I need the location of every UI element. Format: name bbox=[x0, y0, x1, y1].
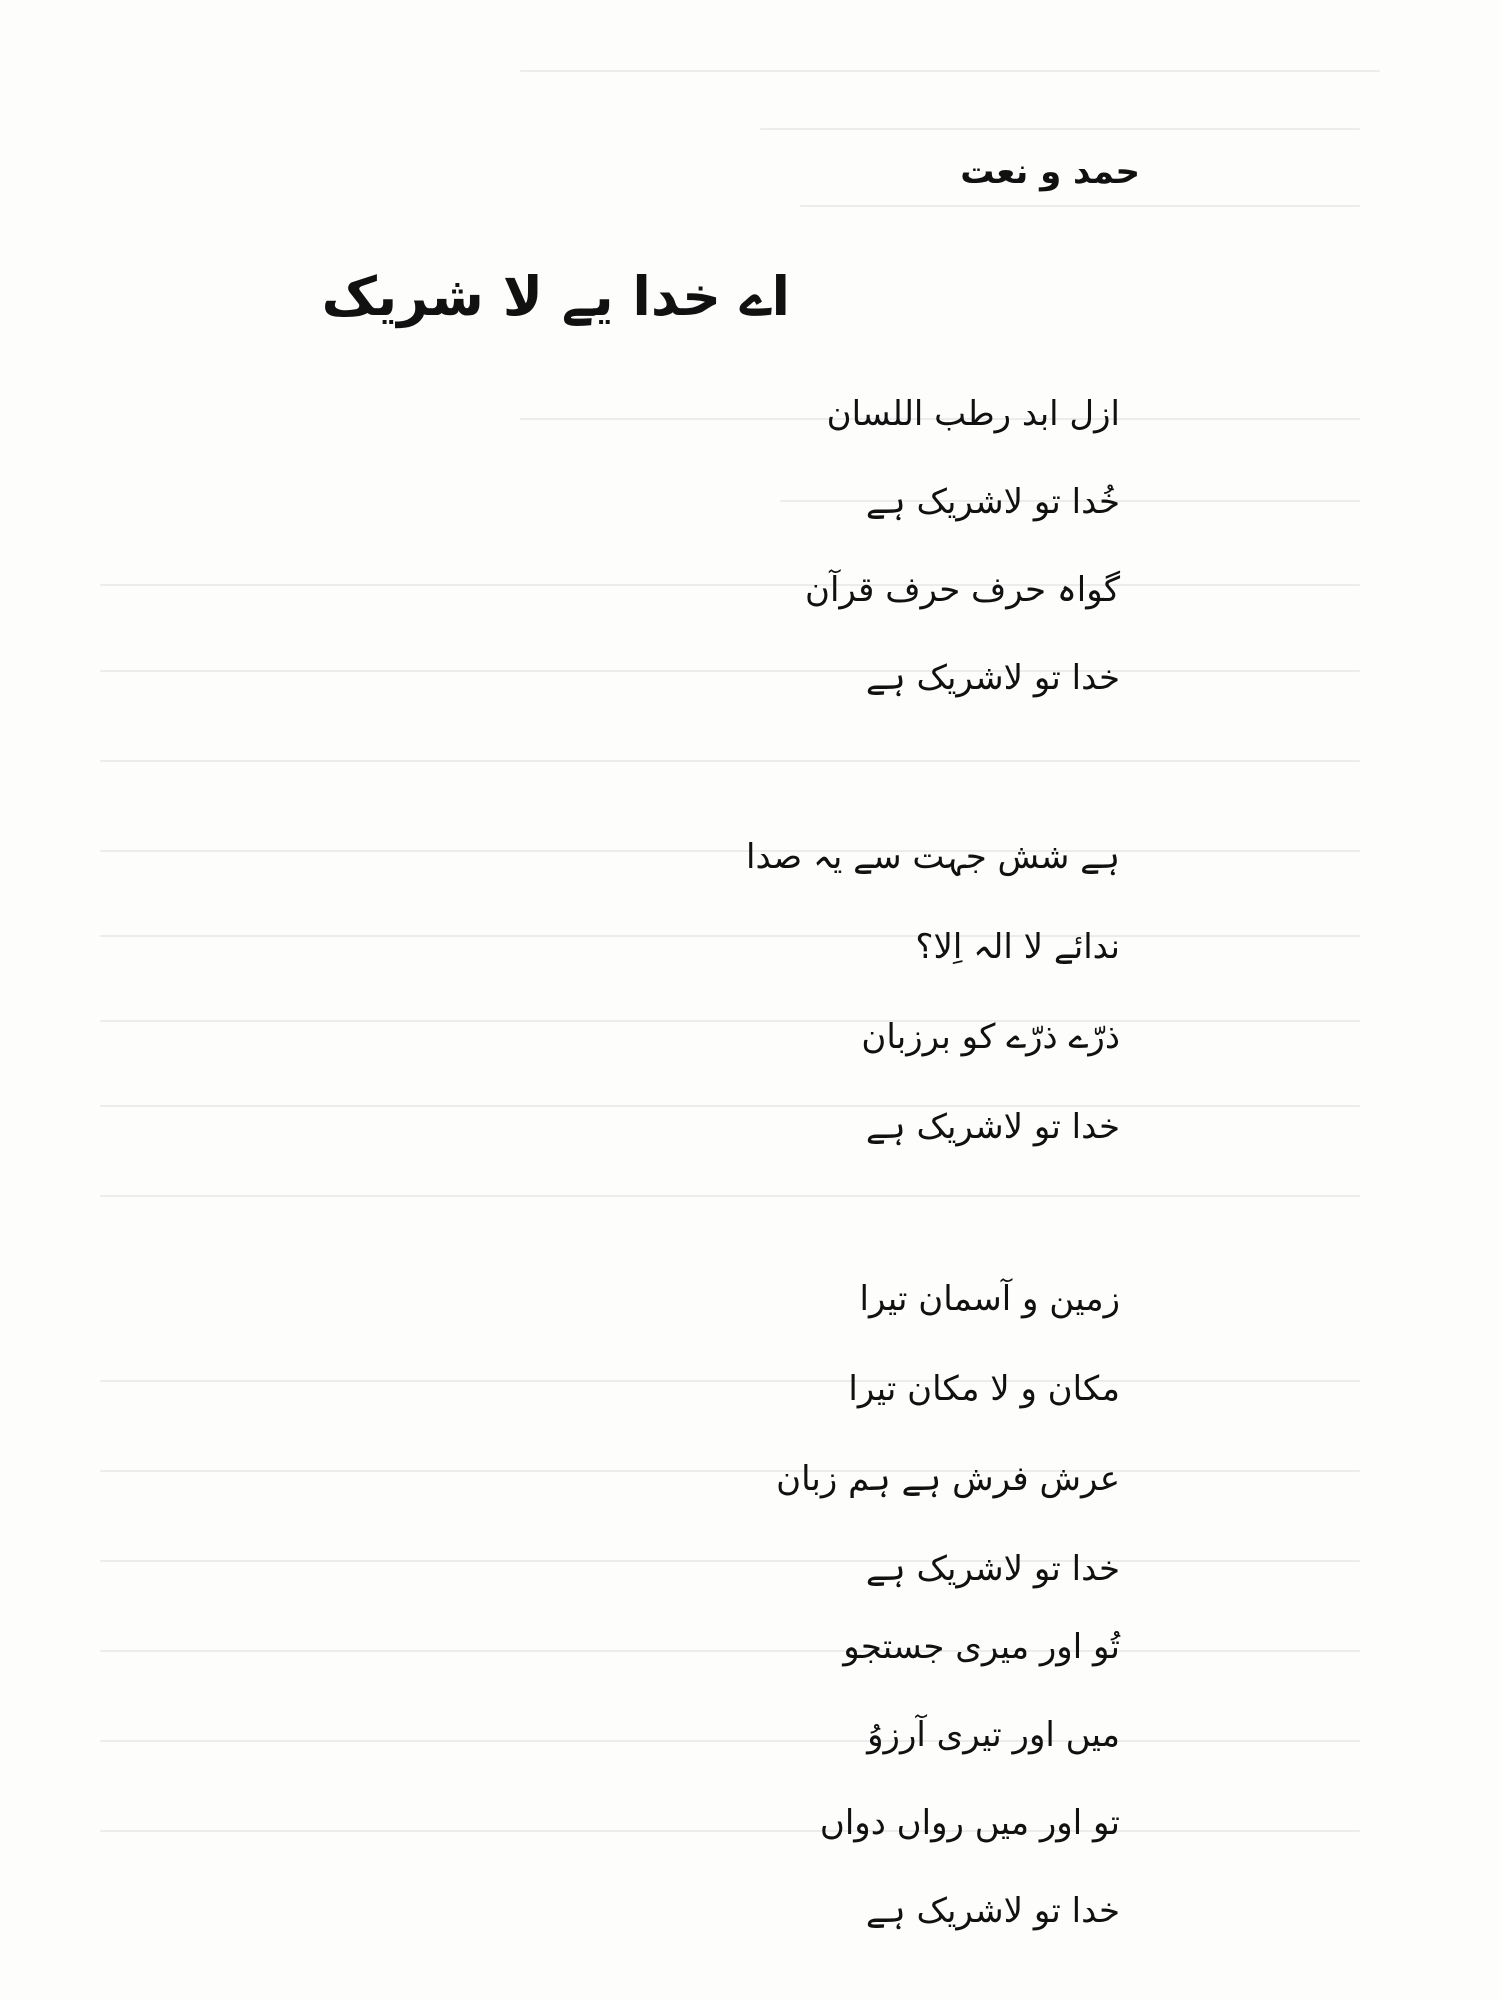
bleed-through-line bbox=[100, 1830, 1360, 1832]
poem-line: تو اور میں رواں دواں bbox=[819, 1803, 1120, 1843]
bleed-through-line bbox=[100, 1020, 1360, 1022]
bleed-through-line bbox=[520, 70, 1380, 72]
poem-line: ہے شش جہت سے یہ صدا bbox=[746, 837, 1120, 877]
poem-line: خُدا تو لاشریک ہے bbox=[865, 482, 1120, 522]
poem-line: میں اور تیری آرزوُ bbox=[867, 1715, 1120, 1755]
bleed-through-line bbox=[100, 1380, 1360, 1382]
bleed-through-line bbox=[100, 760, 1360, 762]
bleed-through-line bbox=[760, 128, 1360, 130]
poem-line: خدا تو لاشریک ہے bbox=[865, 1107, 1120, 1147]
bleed-through-line bbox=[100, 1740, 1360, 1742]
poem-line: تُو اور میری جستجو bbox=[843, 1627, 1120, 1667]
bleed-through-line bbox=[100, 1560, 1360, 1562]
bleed-through-line bbox=[100, 1470, 1360, 1472]
poem-line: عرش فرش ہے ہم زبان bbox=[776, 1459, 1120, 1499]
bleed-through-line bbox=[100, 935, 1360, 937]
poem-line: ندائے لا الہ اِلا؟ bbox=[915, 927, 1120, 967]
bleed-through-line bbox=[100, 1650, 1360, 1652]
section-heading: حمد و نعت bbox=[960, 152, 1140, 192]
poem-title: اے خدا یے لا شریک bbox=[321, 265, 790, 328]
poem-line: زمین و آسمان تیرا bbox=[859, 1279, 1120, 1319]
poem-line: گواہ حرف حرف قرآن bbox=[804, 570, 1120, 610]
poem-line: خدا تو لاشریک ہے bbox=[865, 1891, 1120, 1931]
poem-line: مکان و لا مکان تیرا bbox=[848, 1369, 1120, 1409]
bleed-through-line bbox=[800, 205, 1360, 207]
bleed-through-line bbox=[100, 670, 1360, 672]
bleed-through-line bbox=[100, 584, 1360, 586]
bleed-through-line bbox=[100, 1105, 1360, 1107]
bleed-through-line bbox=[100, 1195, 1360, 1197]
poem-line: ازل ابد رطب اللسان bbox=[826, 394, 1120, 434]
poem-line: خدا تو لاشریک ہے bbox=[865, 1549, 1120, 1589]
bleed-through-line bbox=[100, 850, 1360, 852]
poem-line: ذرّے ذرّے کو برزبان bbox=[861, 1017, 1120, 1057]
poem-line: خدا تو لاشریک ہے bbox=[865, 658, 1120, 698]
